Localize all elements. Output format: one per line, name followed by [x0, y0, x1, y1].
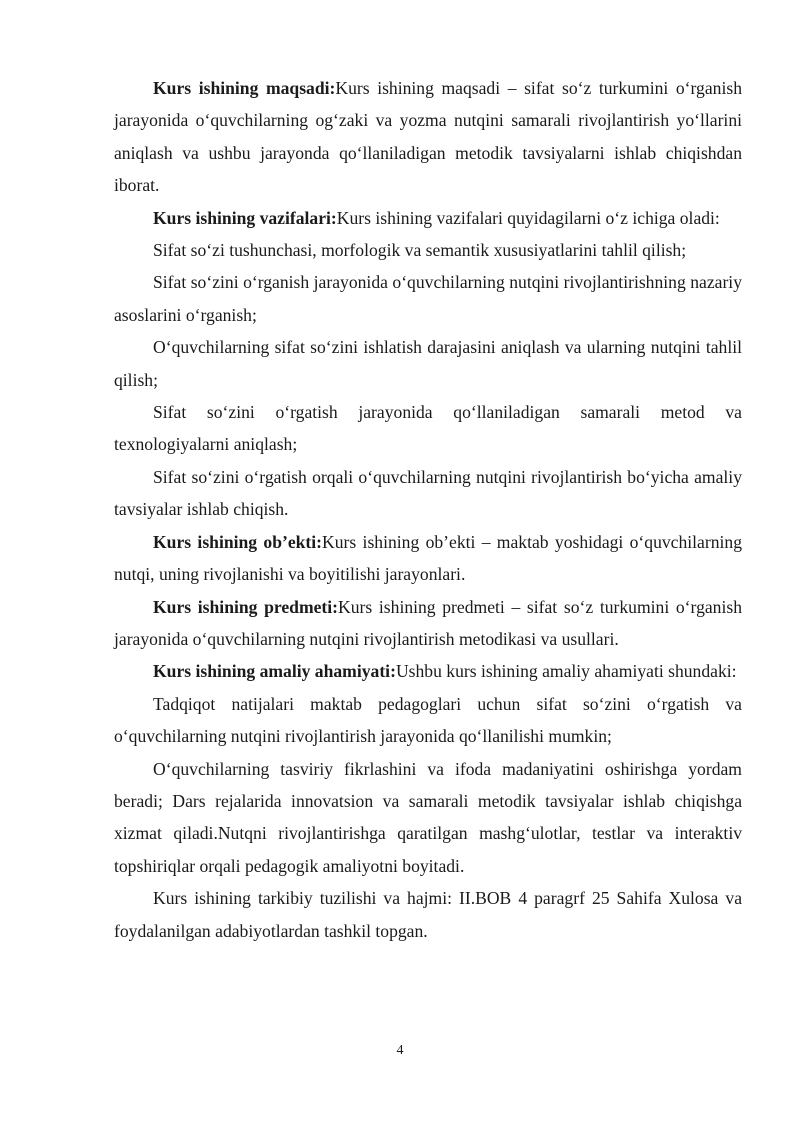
- paragraph-goal: [114, 72, 742, 202]
- page-body: [114, 72, 742, 947]
- significance-item-1: Tadqiqot natijalari maktab pedagoglari uchun sifat so‘zini o‘rgatish va o‘quvchilarning nutqini rivojlantirish jarayonida qo‘llanilishi mumkin;: [114, 693, 742, 747]
- task-item-5: Sifat so‘zini o‘rgatish orqali o‘quvchilarning nutqini rivojlantirish bo‘yicha amaliy tavsiyalar ishlab chiqish.: [114, 466, 742, 520]
- paragraph-significance: [114, 655, 742, 687]
- significance-item-2: O‘quvchilarning tasviriy fikrlashini va ifoda madaniyatini oshirishga yordam beradi; Dars rejalarida innovatsion va samarali metodik tavsiyalar ishlab chiqishga xizmat qiladi.Nutqni rivojlantirishga qaratilgan mashg‘ulotlar, testlar va interaktiv topshiriqlar orqali pedagogik amaliyotni boyitadi.: [114, 758, 742, 876]
- paragraph-object-text: Kurs ishining ob’ekti – maktab yoshidagi o‘quvchilarning nutqi, uning rivojlanishi va boyitilishi jarayonlari.: [114, 531, 742, 585]
- heading-object: Kurs ishining ob’ekti:: [153, 531, 323, 552]
- paragraph-object: [114, 526, 742, 591]
- heading-goal: Kurs ishining maqsadi:: [153, 78, 336, 98]
- task-item-4: Sifat so‘zini o‘rgatish jarayonida qo‘llaniladigan samarali metod va texnologiyalarni aniqlash;: [114, 402, 742, 455]
- heading-subject: Kurs ishining predmeti:: [153, 596, 339, 617]
- page-number: 4: [396, 1043, 404, 1058]
- task-item-3: O‘quvchilarning sifat so‘zini ishlatish darajasini aniqlash va ularning nutqini tahlil qilish;: [114, 337, 742, 390]
- paragraph-significance-text: Ushbu kurs ishining amaliy ahamiyati shundaki:: [395, 661, 737, 682]
- task-item-1: Sifat so‘zi tushunchasi, morfologik va semantik xususiyatlarini tahlil qilish;: [153, 240, 687, 261]
- heading-significance: Kurs ishining amaliy ahamiyati:: [153, 661, 396, 682]
- task-item-2: Sifat so‘zini o‘rganish jarayonida o‘quvchilarning nutqini rivojlantirishning nazariy asoslarini o‘rganish;: [114, 272, 742, 325]
- paragraph-subject-text: Kurs ishining predmeti – sifat so‘z turkumini o‘rganish jarayonida o‘quvchilarning nutqini rivojlantirish metodikasi va usullari.: [114, 596, 742, 649]
- paragraph-goal-text: Kurs ishining maqsadi – sifat so‘z turkumini o‘rganish jarayonida o‘quvchilarning og‘zaki va yozma nutqini samarali rivojlantirish yo‘llarini aniqlash va ushbu jarayonda qo‘llaniladigan metodik tavsiyalarni ishlab chiqishdan iborat.: [114, 78, 742, 196]
- paragraph-tasks-text: Kurs ishining vazifalari quyidagilarni o‘z ichiga oladi:: [336, 207, 720, 228]
- heading-tasks: Kurs ishining vazifalari:: [153, 207, 337, 228]
- paragraph-structure: Kurs ishining tarkibiy tuzilishi va hajmi: II.BOB 4 paragrf 25 Sahifa Xulosa va foydalanilgan adabiyotlardan tashkil topgan.: [114, 888, 742, 941]
- paragraph-subject: [114, 591, 742, 656]
- paragraph-tasks: [114, 202, 742, 234]
